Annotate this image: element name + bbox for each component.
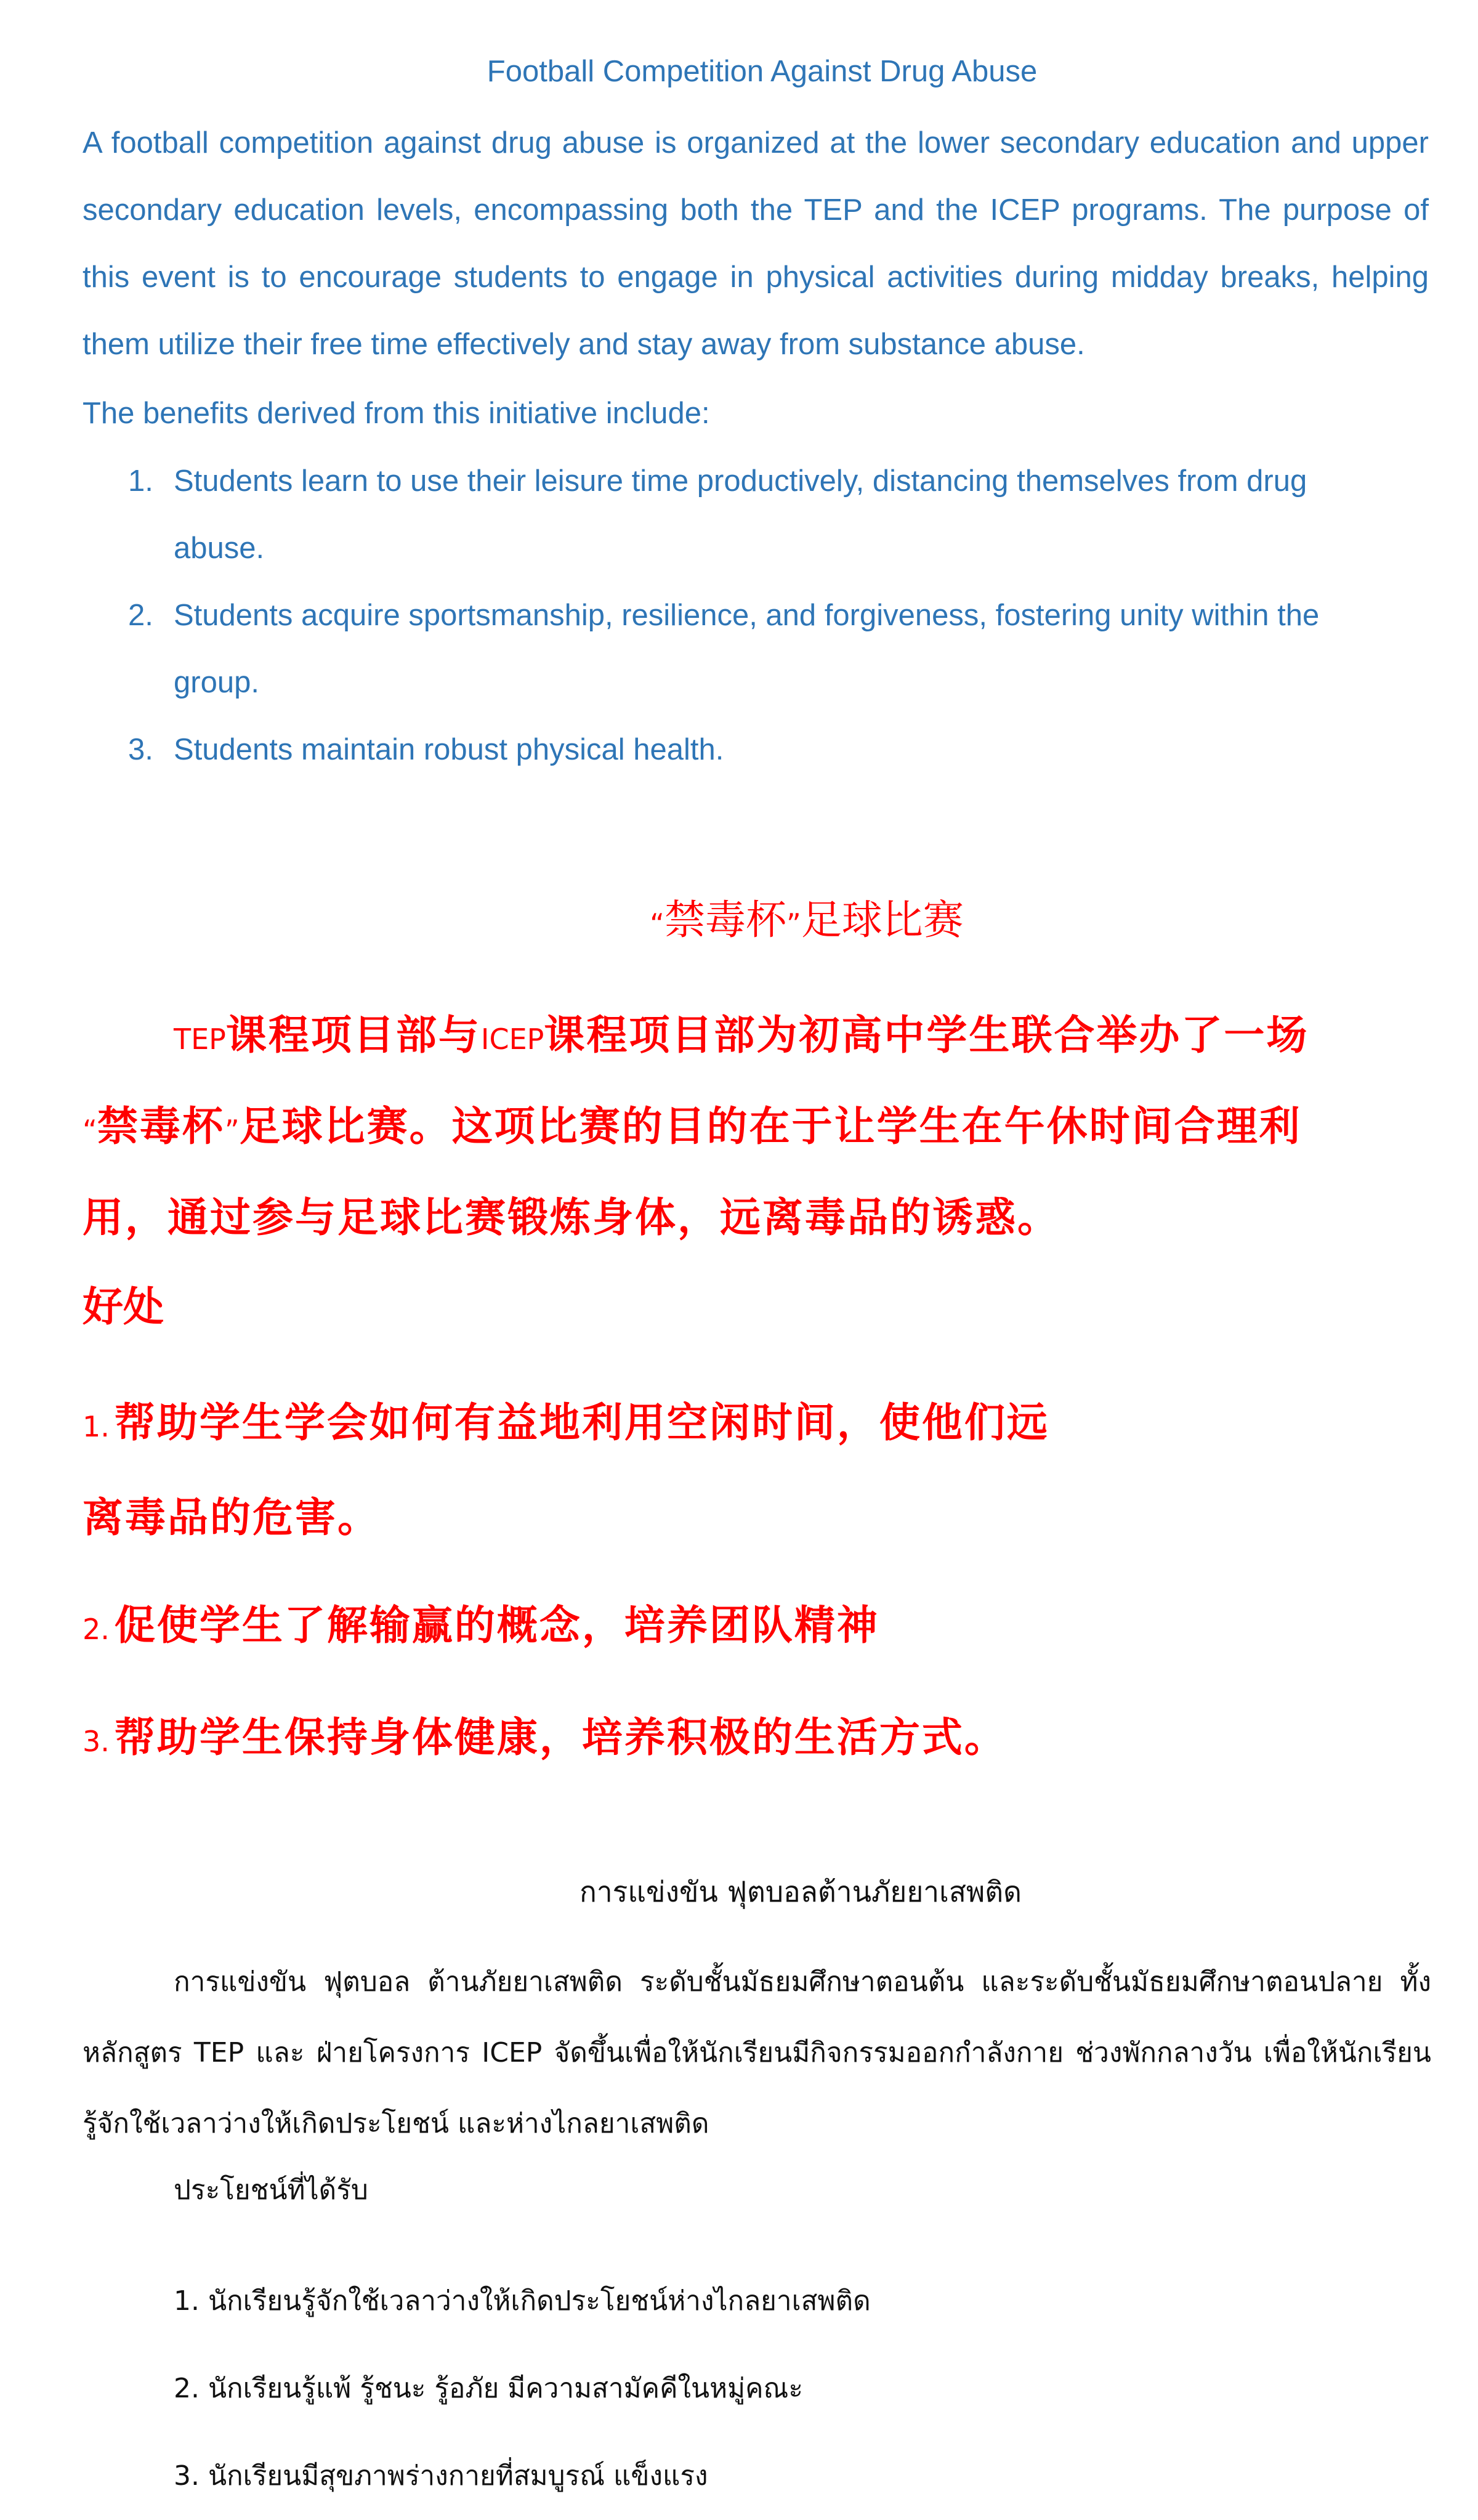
quote-open: “ <box>650 907 664 941</box>
list-number: 2. <box>83 1613 110 1646</box>
tep-label: TEP <box>174 1023 226 1056</box>
list-number: 1. <box>83 1410 110 1443</box>
chinese-title <box>0 887 1478 946</box>
list-text: 促使学生了解输赢的概念，培养团队精神 <box>114 1602 879 1649</box>
paragraph-line <box>83 1083 1407 1174</box>
list-item <box>83 1377 1253 1563</box>
paragraph-text: 禁毒杯 <box>97 1103 225 1150</box>
quote-close: ” <box>786 907 801 941</box>
list-text: 帮助学生学会如何有益地利用空闲时间，使他们远 <box>114 1399 1049 1446</box>
list-number: 2. <box>128 599 153 632</box>
paragraph-text: การแข่งขัน ฟุตบอล ต้านภัยยาเสพติด ระดับชั้นมัธยมศึกษาตอนต้น และระดับชั้นมัธยมศึกษาตอนปลาย ทั้งหลักสูตร TEP และ ฝ่ายโครงการ ICEP จัดขึ้นเพื่อให้นักเรียนมีกิจกรรมออกกำลังกาย ช่วงพักกลางวัน เพื่อให้นักเรียนรู้จักใช้เวลาว่างให้เกิดประโยชน์ และห่างไกลยาเสพติด <box>83 1966 1431 2139</box>
paragraph-line: 用，通过参与足球比赛锻炼身体，远离毒品的诱惑。 <box>83 1194 1060 1241</box>
english-title: Football Competition Against Drug Abuse <box>487 55 1038 88</box>
paragraph-text: 课程项目部为初高中学生联合举办了一场 <box>544 1011 1309 1059</box>
list-item <box>128 582 1360 716</box>
quote-close: ” <box>224 1114 240 1147</box>
list-item <box>128 716 1360 784</box>
list-item <box>83 1691 1253 1788</box>
list-text: 帮助学生保持身体健康，培养积极的生活方式。 <box>114 1714 1007 1761</box>
chinese-benefits-heading: 好处 <box>83 1283 164 1331</box>
paragraph-line <box>83 992 1407 1083</box>
list-item <box>128 448 1360 582</box>
list-number: 1. <box>128 464 153 498</box>
thai-paragraph <box>83 1947 1431 2159</box>
list-text: Students maintain robust physical health. <box>174 733 724 766</box>
thai-title: การแข่งขัน ฟุตบอลต้านภัยยาเสพติด <box>579 1875 1022 1908</box>
icep-label: ICEP <box>480 1023 544 1056</box>
english-paragraph: A football competition against drug abuse is organized at the lower secondary education and upper secondary education levels, encompassing both the TEP and the ICEP programs. The purpose of this event is to encourage students to engage in physical activities during midday breaks, helping them utilize their free time effectively and stay away from substance abuse. <box>83 126 1429 361</box>
title-rest: 足球比赛 <box>801 896 964 944</box>
list-text: Students learn to use their leisure time productively, distancing themselves from drug abuse. <box>174 464 1307 565</box>
list-number: 3. <box>83 1725 110 1758</box>
paragraph-text: 课程项目部与 <box>225 1011 481 1059</box>
list-text: Students acquire sportsmanship, resilience, and forgiveness, fostering unity within the group. <box>174 599 1320 699</box>
list-item: 3. นักเรียนมีสุขภาพร่างกายที่สมบูรณ์ แข็งแรง <box>174 2460 708 2492</box>
english-benefits-intro: The benefits derived from this initiative include: <box>83 397 710 430</box>
list-item: 1. นักเรียนรู้จักใช้เวลาว่างให้เกิดประโยชน์ห่างไกลยาเสพติด <box>174 2285 871 2317</box>
chinese-benefits-list <box>83 1377 1253 1788</box>
chinese-paragraph <box>83 992 1407 1262</box>
list-number: 3. <box>128 733 153 766</box>
list-item <box>83 1579 1253 1675</box>
title-main: 禁毒杯 <box>664 896 786 944</box>
thai-benefits-list <box>174 2258 871 2520</box>
paragraph-text: 足球比赛。这项比赛的目的在于让学生在午休时间合理利 <box>239 1103 1302 1150</box>
quote-open: “ <box>83 1114 97 1147</box>
list-text-continued: 离毒品的危害。 <box>83 1494 380 1541</box>
english-benefits-list <box>128 448 1360 784</box>
thai-benefits-heading: ประโยชน์ที่ได้รับ <box>174 2174 368 2206</box>
list-item: 2. นักเรียนรู้แพ้ รู้ชนะ รู้อภัย มีความสามัคคีในหมู่คณะ <box>174 2373 803 2404</box>
